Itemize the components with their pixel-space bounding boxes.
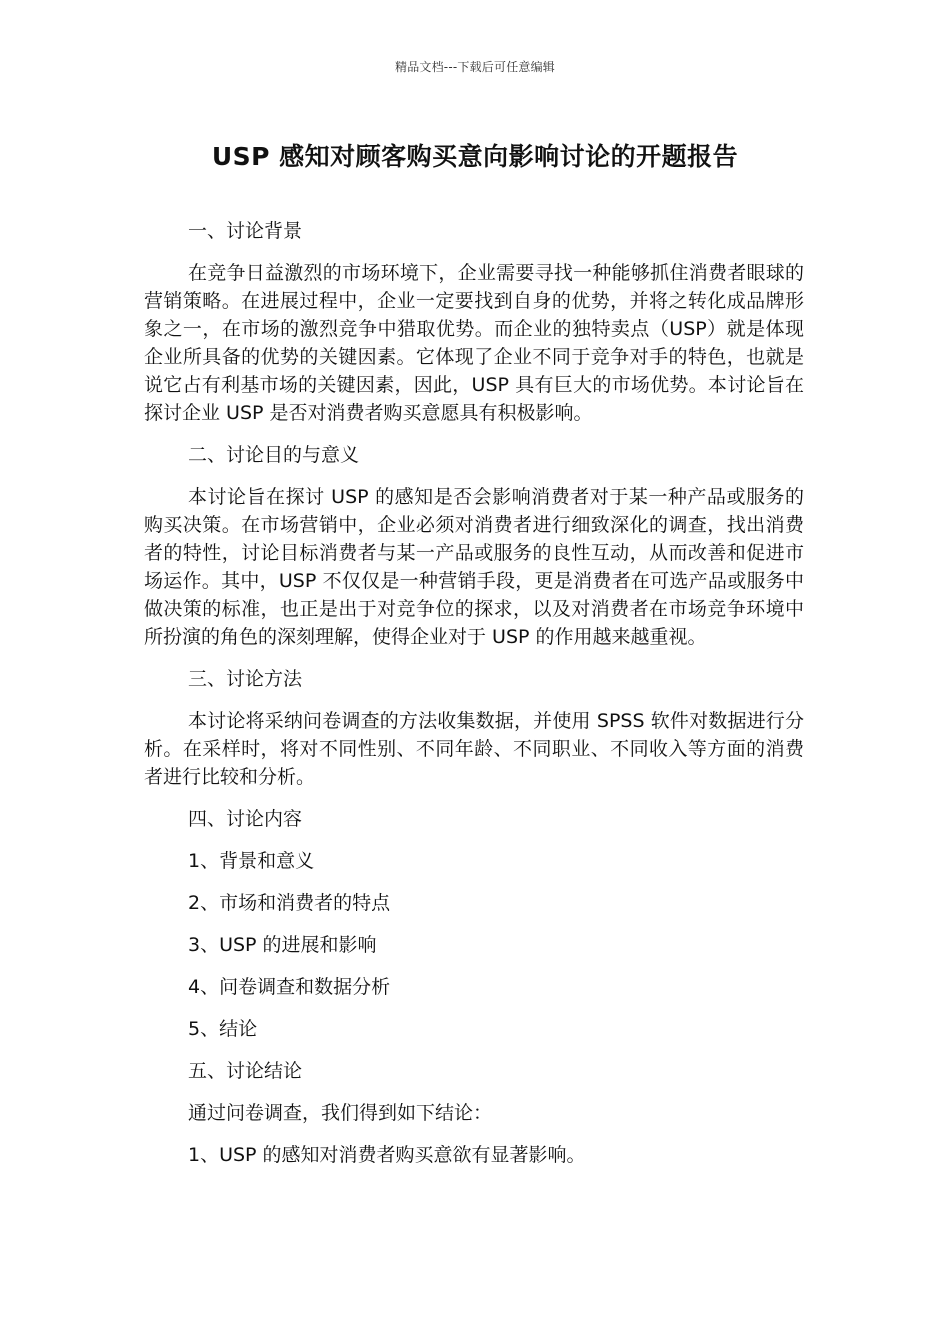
content-list-item: 4、问卷调查和数据分析 xyxy=(188,976,391,998)
document-body xyxy=(144,217,804,1183)
section-paragraph-purpose: 本讨论旨在探讨 USP 的感知是否会影响消费者对于某一种产品或服务的购买决策。在市场营销中，企业必须对消费者进行细致深化的调查，找出消费者的特性，讨论目标消费者与某一产品或服务的良性互动，从而改善和促进市场运作。其中，USP 不仅仅是一种营销手段，更是消费者在可选产品或服务中做决策的标准，也正是出于对竞争位的探求，以及对消费者在市场竞争环境中所扮演的角色的深刻理解，使得企业对于 USP 的作用越来越重视。 xyxy=(144,486,804,648)
content-list-item: 2、市场和消费者的特点 xyxy=(188,892,391,914)
document-title: USP 感知对顾客购买意向影响讨论的开题报告 xyxy=(211,142,739,171)
section-heading-background: 一、讨论背景 xyxy=(188,220,303,242)
section-paragraph-method: 本讨论将采纳问卷调查的方法收集数据，并使用 SPSS 软件对数据进行分析。在采样时，将对不同性别、不同年龄、不同职业、不同收入等方面的消费者进行比较和分析。 xyxy=(144,710,804,788)
conclusion-list-item: 1、USP 的感知对消费者购买意欲有显著影响。 xyxy=(188,1144,586,1166)
page-header-note: 精品文档---下载后可任意编辑 xyxy=(395,60,555,74)
section-heading-method: 三、讨论方法 xyxy=(188,668,303,690)
content-list-item: 3、USP 的进展和影响 xyxy=(188,934,377,956)
content-list-item: 1、背景和意义 xyxy=(188,850,315,872)
section-heading-conclusion: 五、讨论结论 xyxy=(188,1060,303,1082)
section-heading-content: 四、讨论内容 xyxy=(188,808,303,830)
conclusion-intro: 通过问卷调查，我们得到如下结论： xyxy=(188,1102,493,1124)
content-list-item: 5、结论 xyxy=(188,1018,258,1040)
section-paragraph-background: 在竞争日益激烈的市场环境下，企业需要寻找一种能够抓住消费者眼球的营销策略。在进展过程中，企业一定要找到自身的优势，并将之转化成品牌形象之一，在市场的激烈竞争中猎取优势。而企业的独特卖点（USP）就是体现企业所具备的优势的关键因素。它体现了企业不同于竞争对手的特色，也就是说它占有利基市场的关键因素，因此，USP 具有巨大的市场优势。本讨论旨在探讨企业 USP 是否对消费者购买意愿具有积极影响。 xyxy=(144,262,804,424)
section-heading-purpose: 二、讨论目的与意义 xyxy=(188,444,360,466)
